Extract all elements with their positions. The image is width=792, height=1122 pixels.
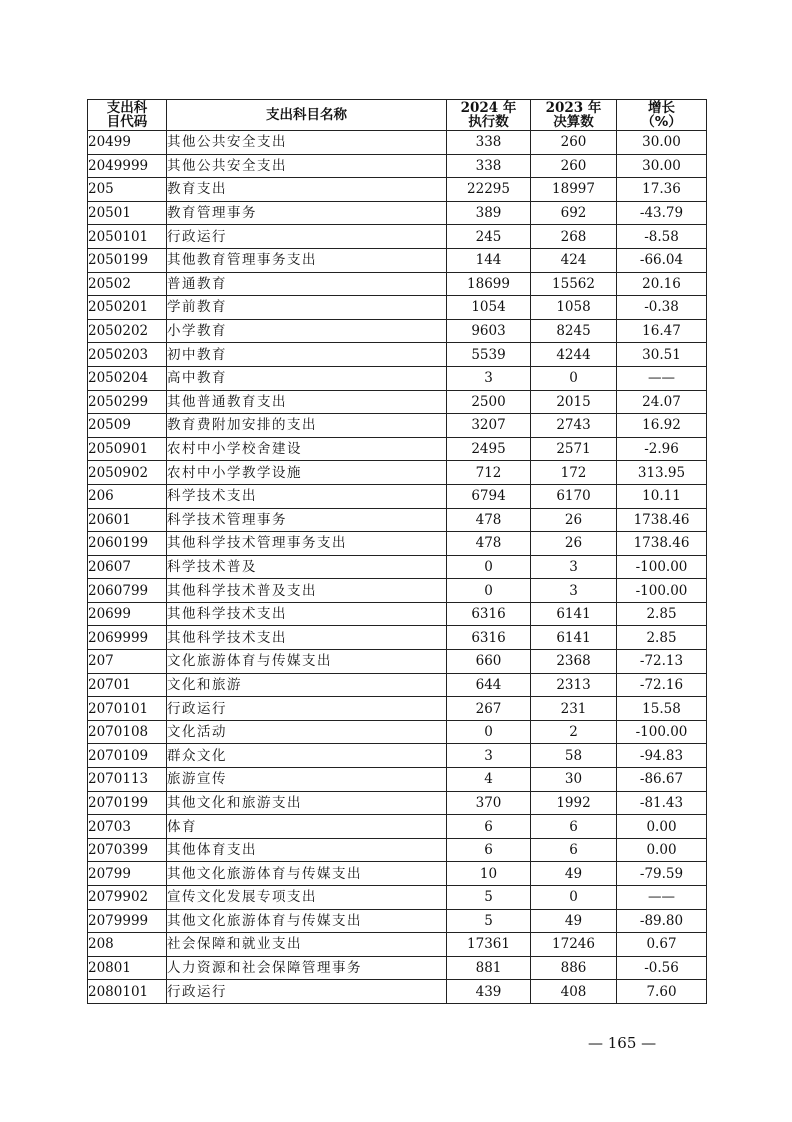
header-exec-line2: 执行数 [468, 114, 509, 130]
row-code-cell: 20499 [88, 131, 167, 155]
row-growth-cell: 0.67 [617, 933, 707, 957]
row-growth-cell: 7.60 [617, 980, 707, 1004]
row-growth-cell: -94.83 [617, 744, 707, 768]
row-final-cell: 8245 [531, 319, 617, 343]
row-growth-cell: 30.00 [617, 154, 707, 178]
row-exec-cell: 4 [447, 768, 531, 792]
row-final-cell: 26 [531, 508, 617, 532]
table-row [88, 768, 707, 792]
row-growth-cell: 16.47 [617, 319, 707, 343]
header-exec [447, 100, 531, 131]
row-code-cell: 2080101 [88, 980, 167, 1004]
table-row [88, 555, 707, 579]
header-code [88, 100, 167, 131]
row-final-cell: 1992 [531, 791, 617, 815]
row-code-cell: 2070113 [88, 768, 167, 792]
row-code-cell: 206 [88, 484, 167, 508]
row-name-cell: 其他科学技术管理事务支出 [167, 532, 447, 556]
row-growth-cell: -100.00 [617, 720, 707, 744]
row-growth-cell: -66.04 [617, 248, 707, 272]
row-growth-cell: 2.85 [617, 602, 707, 626]
row-final-cell: 0 [531, 366, 617, 390]
row-code-cell: 205 [88, 178, 167, 202]
row-code-cell: 2069999 [88, 626, 167, 650]
row-name-cell: 普通教育 [167, 272, 447, 296]
header-growth-line1: 增长 [648, 100, 675, 116]
row-name-cell: 文化旅游体育与传媒支出 [167, 650, 447, 674]
table-row [88, 980, 707, 1004]
row-final-cell: 6 [531, 815, 617, 839]
row-growth-cell: 1738.46 [617, 532, 707, 556]
row-exec-cell: 439 [447, 980, 531, 1004]
table-row [88, 720, 707, 744]
row-code-cell: 20703 [88, 815, 167, 839]
table-row [88, 461, 707, 485]
table-row [88, 532, 707, 556]
row-name-cell: 初中教育 [167, 343, 447, 367]
row-exec-cell: 245 [447, 225, 531, 249]
row-code-cell: 2050204 [88, 366, 167, 390]
row-growth-cell: 10.11 [617, 484, 707, 508]
row-exec-cell: 6794 [447, 484, 531, 508]
row-growth-cell: -89.80 [617, 909, 707, 933]
row-growth-cell: -72.13 [617, 650, 707, 674]
table-row [88, 437, 707, 461]
row-name-cell: 其他科学技术支出 [167, 602, 447, 626]
row-code-cell: 20607 [88, 555, 167, 579]
table-header-row [88, 100, 707, 131]
row-name-cell: 农村中小学校舍建设 [167, 437, 447, 461]
row-exec-cell: 5 [447, 909, 531, 933]
row-growth-cell: —— [617, 366, 707, 390]
row-growth-cell: 1738.46 [617, 508, 707, 532]
row-growth-cell: -79.59 [617, 862, 707, 886]
row-growth-cell: —— [617, 886, 707, 910]
row-code-cell: 2050202 [88, 319, 167, 343]
row-code-cell: 2070399 [88, 838, 167, 862]
row-exec-cell: 2495 [447, 437, 531, 461]
row-growth-cell: 16.92 [617, 414, 707, 438]
table-row [88, 602, 707, 626]
row-code-cell: 2060199 [88, 532, 167, 556]
row-exec-cell: 10 [447, 862, 531, 886]
row-name-cell: 其他文化旅游体育与传媒支出 [167, 909, 447, 933]
table-row [88, 933, 707, 957]
table-row [88, 248, 707, 272]
row-exec-cell: 17361 [447, 933, 531, 957]
row-growth-cell: -0.56 [617, 956, 707, 980]
row-exec-cell: 712 [447, 461, 531, 485]
header-code-line2: 目代码 [106, 114, 148, 130]
row-name-cell: 教育管理事务 [167, 201, 447, 225]
table-row [88, 673, 707, 697]
row-exec-cell: 267 [447, 697, 531, 721]
table-row [88, 414, 707, 438]
table-row [88, 791, 707, 815]
row-final-cell: 6141 [531, 626, 617, 650]
row-growth-cell: -72.16 [617, 673, 707, 697]
row-name-cell: 科学技术管理事务 [167, 508, 447, 532]
row-code-cell: 2079999 [88, 909, 167, 933]
table-row [88, 909, 707, 933]
row-final-cell: 49 [531, 909, 617, 933]
row-final-cell: 260 [531, 131, 617, 155]
row-code-cell: 2050199 [88, 248, 167, 272]
row-exec-cell: 478 [447, 532, 531, 556]
row-growth-cell: 24.07 [617, 390, 707, 414]
row-name-cell: 人力资源和社会保障管理事务 [167, 956, 447, 980]
row-code-cell: 2070108 [88, 720, 167, 744]
row-name-cell: 小学教育 [167, 319, 447, 343]
row-name-cell: 文化和旅游 [167, 673, 447, 697]
row-code-cell: 2050901 [88, 437, 167, 461]
row-name-cell: 其他公共安全支出 [167, 131, 447, 155]
row-exec-cell: 3 [447, 366, 531, 390]
row-final-cell: 692 [531, 201, 617, 225]
row-code-cell: 2079902 [88, 886, 167, 910]
row-code-cell: 2070101 [88, 697, 167, 721]
row-final-cell: 2571 [531, 437, 617, 461]
header-growth [617, 100, 707, 131]
row-growth-cell: -0.38 [617, 296, 707, 320]
row-exec-cell: 2500 [447, 390, 531, 414]
row-final-cell: 2743 [531, 414, 617, 438]
row-name-cell: 社会保障和就业支出 [167, 933, 447, 957]
row-code-cell: 20799 [88, 862, 167, 886]
row-growth-cell: 0.00 [617, 815, 707, 839]
row-exec-cell: 5 [447, 886, 531, 910]
row-code-cell: 208 [88, 933, 167, 957]
row-growth-cell: -43.79 [617, 201, 707, 225]
page-number: — 165 — [588, 1034, 657, 1052]
row-name-cell: 学前教育 [167, 296, 447, 320]
row-name-cell: 旅游宣传 [167, 768, 447, 792]
row-name-cell: 其他文化和旅游支出 [167, 791, 447, 815]
header-final-line2: 决算数 [553, 114, 594, 130]
table-row [88, 862, 707, 886]
row-growth-cell: -8.58 [617, 225, 707, 249]
row-growth-cell: -100.00 [617, 579, 707, 603]
header-final [531, 100, 617, 131]
row-exec-cell: 3 [447, 744, 531, 768]
row-final-cell: 26 [531, 532, 617, 556]
row-final-cell: 2015 [531, 390, 617, 414]
row-final-cell: 2313 [531, 673, 617, 697]
table-row [88, 484, 707, 508]
table-row [88, 178, 707, 202]
table-row [88, 579, 707, 603]
header-growth-line2: （%） [641, 114, 682, 130]
row-code-cell: 2070199 [88, 791, 167, 815]
row-final-cell: 3 [531, 579, 617, 603]
row-growth-cell: 15.58 [617, 697, 707, 721]
row-name-cell: 其他教育管理事务支出 [167, 248, 447, 272]
table-row [88, 390, 707, 414]
row-exec-cell: 6316 [447, 602, 531, 626]
row-exec-cell: 22295 [447, 178, 531, 202]
row-growth-cell: 30.51 [617, 343, 707, 367]
row-growth-cell: 2.85 [617, 626, 707, 650]
row-final-cell: 6170 [531, 484, 617, 508]
table-row [88, 508, 707, 532]
row-exec-cell: 389 [447, 201, 531, 225]
table-row [88, 650, 707, 674]
row-name-cell: 高中教育 [167, 366, 447, 390]
row-code-cell: 2060799 [88, 579, 167, 603]
table-row [88, 154, 707, 178]
row-name-cell: 群众文化 [167, 744, 447, 768]
expenditure-table [87, 99, 707, 1004]
row-code-cell: 2050902 [88, 461, 167, 485]
table-row [88, 626, 707, 650]
table-row [88, 343, 707, 367]
header-name: 支出科目名称 [167, 100, 447, 131]
table-row [88, 366, 707, 390]
row-code-cell: 20701 [88, 673, 167, 697]
row-code-cell: 2049999 [88, 154, 167, 178]
row-exec-cell: 644 [447, 673, 531, 697]
row-exec-cell: 9603 [447, 319, 531, 343]
row-final-cell: 886 [531, 956, 617, 980]
row-final-cell: 49 [531, 862, 617, 886]
row-final-cell: 15562 [531, 272, 617, 296]
row-growth-cell: 0.00 [617, 838, 707, 862]
row-name-cell: 科学技术支出 [167, 484, 447, 508]
table-row [88, 744, 707, 768]
row-name-cell: 其他科学技术普及支出 [167, 579, 447, 603]
row-exec-cell: 478 [447, 508, 531, 532]
table-row [88, 838, 707, 862]
table-row [88, 697, 707, 721]
header-code-line1: 支出科 [106, 100, 148, 116]
table-row [88, 815, 707, 839]
row-exec-cell: 1054 [447, 296, 531, 320]
row-final-cell: 2368 [531, 650, 617, 674]
row-final-cell: 268 [531, 225, 617, 249]
row-exec-cell: 660 [447, 650, 531, 674]
row-final-cell: 424 [531, 248, 617, 272]
table-body [88, 131, 707, 1004]
row-exec-cell: 370 [447, 791, 531, 815]
row-final-cell: 260 [531, 154, 617, 178]
row-code-cell: 2050299 [88, 390, 167, 414]
row-exec-cell: 0 [447, 720, 531, 744]
row-code-cell: 20801 [88, 956, 167, 980]
row-exec-cell: 3207 [447, 414, 531, 438]
row-growth-cell: -86.67 [617, 768, 707, 792]
row-code-cell: 2050101 [88, 225, 167, 249]
row-name-cell: 科学技术普及 [167, 555, 447, 579]
row-code-cell: 20502 [88, 272, 167, 296]
row-name-cell: 文化活动 [167, 720, 447, 744]
row-name-cell: 教育支出 [167, 178, 447, 202]
row-exec-cell: 144 [447, 248, 531, 272]
header-final-line1: 2023 年 [545, 100, 602, 116]
row-final-cell: 58 [531, 744, 617, 768]
row-name-cell: 其他公共安全支出 [167, 154, 447, 178]
row-growth-cell: -100.00 [617, 555, 707, 579]
row-final-cell: 6 [531, 838, 617, 862]
table-row [88, 272, 707, 296]
row-final-cell: 0 [531, 886, 617, 910]
header-exec-line1: 2024 年 [460, 100, 517, 116]
row-final-cell: 18997 [531, 178, 617, 202]
row-name-cell: 行政运行 [167, 225, 447, 249]
table-row [88, 131, 707, 155]
row-exec-cell: 0 [447, 555, 531, 579]
row-code-cell: 2050203 [88, 343, 167, 367]
row-final-cell: 408 [531, 980, 617, 1004]
table-row [88, 319, 707, 343]
row-exec-cell: 6316 [447, 626, 531, 650]
row-name-cell: 其他普通教育支出 [167, 390, 447, 414]
row-growth-cell: -2.96 [617, 437, 707, 461]
row-name-cell: 宣传文化发展专项支出 [167, 886, 447, 910]
row-code-cell: 20501 [88, 201, 167, 225]
row-growth-cell: 30.00 [617, 131, 707, 155]
row-exec-cell: 5539 [447, 343, 531, 367]
row-code-cell: 2070109 [88, 744, 167, 768]
row-final-cell: 2 [531, 720, 617, 744]
row-name-cell: 农村中小学教学设施 [167, 461, 447, 485]
row-name-cell: 体育 [167, 815, 447, 839]
row-final-cell: 231 [531, 697, 617, 721]
table-row [88, 296, 707, 320]
row-exec-cell: 6 [447, 815, 531, 839]
row-growth-cell: -81.43 [617, 791, 707, 815]
row-name-cell: 其他体育支出 [167, 838, 447, 862]
row-code-cell: 20509 [88, 414, 167, 438]
row-final-cell: 172 [531, 461, 617, 485]
row-final-cell: 1058 [531, 296, 617, 320]
table-row [88, 201, 707, 225]
row-exec-cell: 0 [447, 579, 531, 603]
row-code-cell: 207 [88, 650, 167, 674]
row-growth-cell: 20.16 [617, 272, 707, 296]
row-name-cell: 行政运行 [167, 980, 447, 1004]
row-final-cell: 6141 [531, 602, 617, 626]
table-row [88, 886, 707, 910]
row-final-cell: 4244 [531, 343, 617, 367]
row-name-cell: 行政运行 [167, 697, 447, 721]
row-code-cell: 2050201 [88, 296, 167, 320]
row-exec-cell: 338 [447, 154, 531, 178]
row-final-cell: 17246 [531, 933, 617, 957]
table-row [88, 956, 707, 980]
row-name-cell: 教育费附加安排的支出 [167, 414, 447, 438]
row-final-cell: 30 [531, 768, 617, 792]
row-growth-cell: 313.95 [617, 461, 707, 485]
row-exec-cell: 6 [447, 838, 531, 862]
row-growth-cell: 17.36 [617, 178, 707, 202]
table-row [88, 225, 707, 249]
row-name-cell: 其他文化旅游体育与传媒支出 [167, 862, 447, 886]
row-code-cell: 20601 [88, 508, 167, 532]
row-exec-cell: 881 [447, 956, 531, 980]
row-name-cell: 其他科学技术支出 [167, 626, 447, 650]
row-code-cell: 20699 [88, 602, 167, 626]
row-exec-cell: 18699 [447, 272, 531, 296]
row-final-cell: 3 [531, 555, 617, 579]
row-exec-cell: 338 [447, 131, 531, 155]
